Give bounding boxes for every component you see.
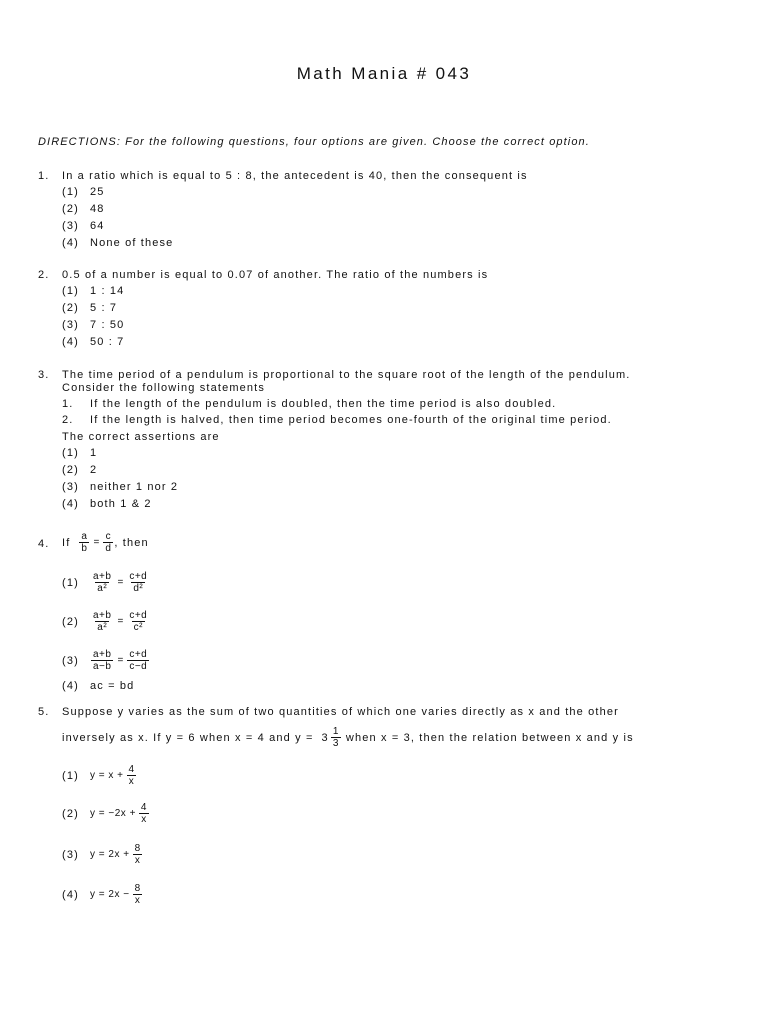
question-text: 0.5 of a number is equal to 0.07 of another. The ratio of the numbers is — [62, 269, 489, 281]
option: (1) 25 — [62, 186, 105, 198]
question-text-2: inversely as x. If y = 6 when x = 4 and y = 3 $\frac{1}{3}$ when x = 3, then the relation between x and y is — [62, 726, 634, 749]
statement-2: 2. If the length is halved, then time period becomes one-fourth of the original time period. — [62, 414, 612, 426]
option: (2) 5 : 7 — [62, 302, 118, 314]
fraction-c-d: $\frac{c}{d}$ — [105, 531, 112, 554]
question-text-3: The correct assertions are — [62, 431, 220, 443]
option: (1) y = x + $\frac{4}{x}$ — [62, 764, 135, 787]
option: (3) 64 — [62, 220, 105, 232]
option: (2) y = −2x + $\frac{4}{x}$ — [62, 802, 147, 825]
question-number: 1. — [38, 170, 50, 182]
option: (2) $\frac{a+b}{\text{a²}}$ = $\frac{c+d}{\text{c²}}$ — [62, 610, 148, 633]
option: (1) 1 : 14 — [62, 285, 125, 297]
question-stem: If $\frac{a}{b}$ = $\frac{c}{d}$ , then — [62, 531, 149, 554]
question-number: 3. — [38, 369, 50, 381]
option: (3) neither 1 nor 2 — [62, 481, 179, 493]
mixed-fraction: 3 $\frac{1}{3}$ — [321, 726, 339, 749]
question-number: 5. — [38, 706, 50, 718]
option: (3) $\frac{a+b}{a-b}$ = $\frac{c+d}{c-d}$ — [62, 649, 148, 672]
option: (4) y = 2x − $\frac{8}{x}$ — [62, 883, 141, 906]
page-title: Math Mania # 043 — [296, 64, 472, 83]
option: (4) None of these — [62, 237, 174, 249]
option: (1) 1 — [62, 447, 98, 459]
option: (2) 48 — [62, 203, 105, 215]
option: (4) 50 : 7 — [62, 336, 125, 348]
option: (1) $\frac{a+b}{\text{a²}}$ = $\frac{c+d}{\text{d²}}$ — [62, 571, 148, 594]
question-text: In a ratio which is equal to 5 : 8, the antecedent is 40, then the consequent is — [62, 170, 528, 182]
option: (3) 7 : 50 — [62, 319, 125, 331]
question-text: The time period of a pendulum is proportional to the square root of the length of the pendulum. — [62, 369, 631, 381]
directions-text: DIRECTIONS: For the following questions, four options are given. Choose the correct option. — [38, 136, 590, 148]
question-text-2: Consider the following statements — [62, 382, 266, 394]
question-number: 2. — [38, 269, 50, 281]
statement-1: 1. If the length of the pendulum is doubled, then the time period is also doubled. — [62, 398, 557, 410]
option: (3) y = 2x + $\frac{8}{x}$ — [62, 843, 141, 866]
option: (4) both 1 & 2 — [62, 498, 152, 510]
fraction-a-b: $\frac{a}{b}$ — [81, 531, 88, 554]
option: (4) ac = bd — [62, 680, 135, 692]
question-text: Suppose y varies as the sum of two quantities of which one varies directly as x and the other — [62, 706, 619, 718]
question-number: 4. — [38, 538, 50, 550]
option: (2) 2 — [62, 464, 98, 476]
